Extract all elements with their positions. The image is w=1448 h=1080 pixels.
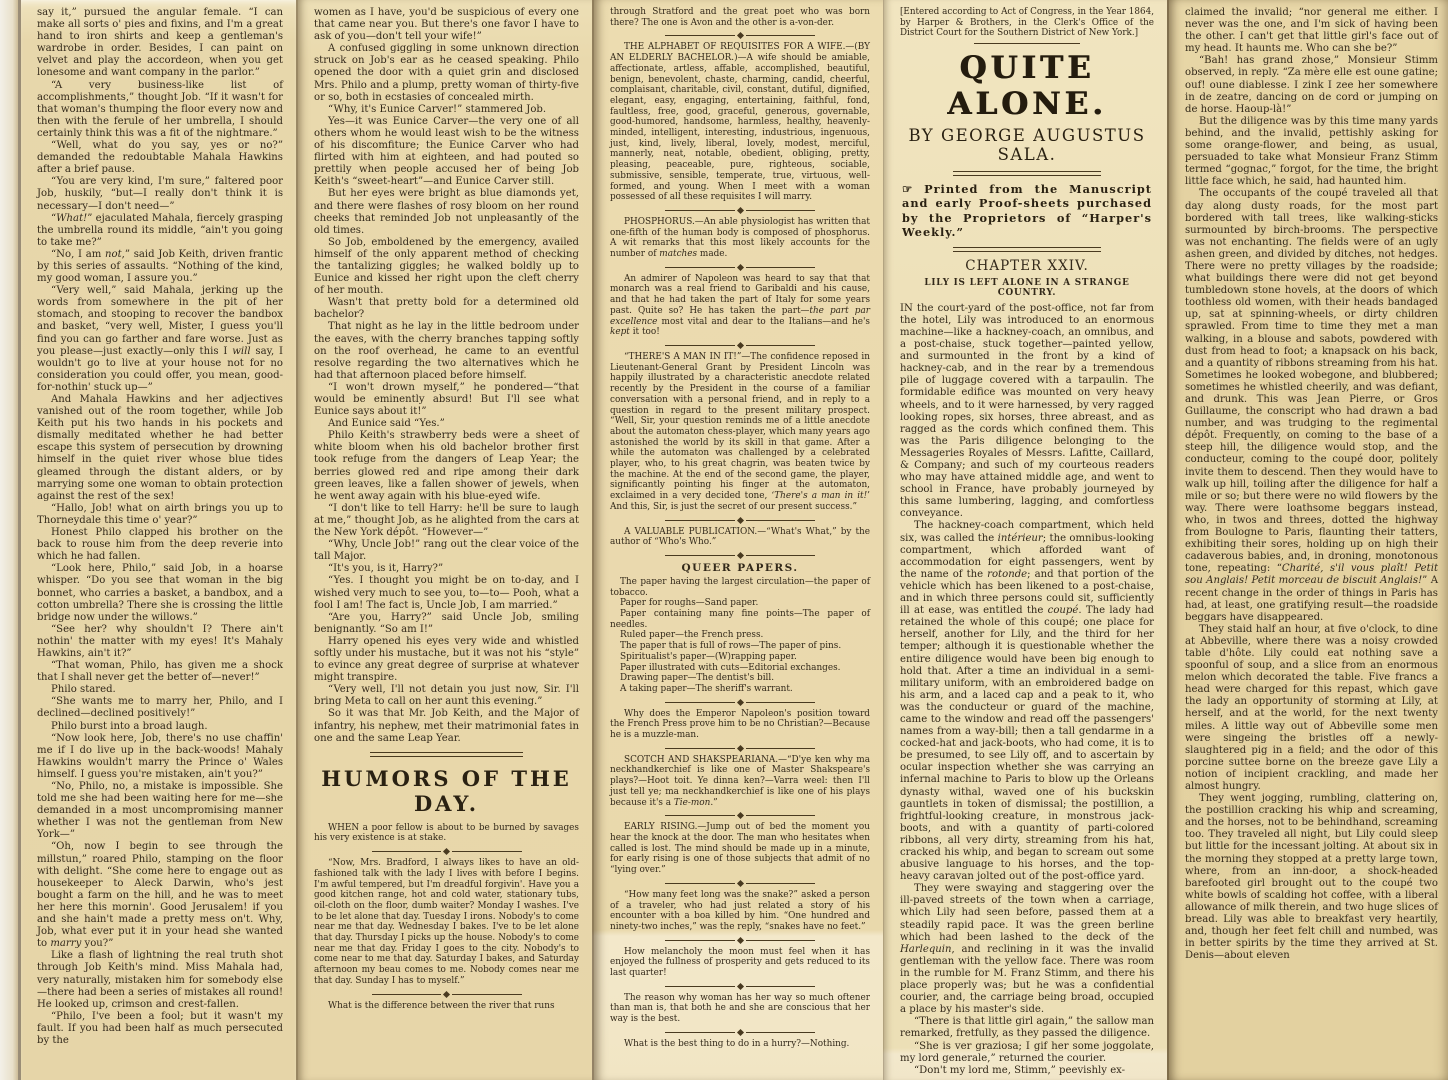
- section-divider: [665, 813, 815, 818]
- copyright-notice: [Entered according to Act of Congress, in the Year 1864, by Harper & Brothers, in the Clerk's Office of the District Court for the Southern District of New York.]: [900, 7, 1154, 39]
- section-divider: [665, 343, 815, 348]
- section-divider: [665, 881, 815, 886]
- double-rule: [953, 171, 1100, 176]
- humor-item: through Stratford and the great poet who was born there? The one is Avon and the other is a-von-der.: [610, 7, 870, 28]
- humor-item: EARLY RISING.—Jump out of bed the moment you hear the knock at the door. The man who hesitates when called is lost. The mind should be made up in a minute, for early rising is one of those subjects that admit of no “lying over.”: [610, 822, 870, 876]
- section-divider: [665, 33, 815, 38]
- humor-item: “THERE'S A MAN IN IT!”—The confidence reposed in Lieutenant-General Grant by President Lincoln was happily illustrated by a characteristic anecdote related recently by the President in the course of a familiar conversation with a personal friend, and in reply to a question in regard to the present military prospect. “Well, Sir, your question reminds me of a little anecdote about the automaton chess-player, which many years ago astonished the world by its skill in that game. After a while the automaton was challenged by a celebrated player, who, to his great chagrin, was beaten twice by the machine. At the end of the second game, the player, significantly pointing his finger at the automaton, exclaimed in a very decided tone, ‘There's a man in it!’ And this, Sir, is just the secret of our present success.”: [610, 351, 870, 512]
- article-title: QUITE ALONE.: [947, 49, 1107, 122]
- story-paragraph: “No, Philo, no, a mistake is impossible. She told me she had been waiting here for me—she demanded in a most uncompromising manner whether I was not the gentleman from New York—”: [37, 781, 283, 841]
- story-paragraph: “What!” ejaculated Mahala, fiercely grasping the umbrella round its middle, “ain't you going to take me?”: [37, 212, 283, 248]
- double-rule: [370, 752, 524, 757]
- story-paragraph: “A very business-like list of accomplishments,” thought Job. “If it wasn't for that woman's thumping the floor every now and then with the ferule of her umbrella, I should certainly think this was a fit of the nightmare.”: [37, 79, 283, 139]
- newspaper-column-2: [296, 0, 592, 1080]
- story-paragraph: “There is that little girl again,” the sallow man remarked, fretfully, as they passed the diligence.: [900, 1016, 1154, 1040]
- story-paragraph: Harry opened his eyes very wide and whistled softly under his mustache, but it was not his “style” to evince any great degree of surprise at whatever might transpire.: [314, 635, 579, 684]
- section-divider: [665, 700, 815, 705]
- section-divider: [665, 984, 815, 989]
- story-paragraph: “No, I am not,” said Job Keith, driven frantic by this series of assaults. “Nothing of the kind, my good woman, I assure you.”: [37, 248, 283, 285]
- diamond-ornament: [736, 699, 743, 706]
- diamond-ornament: [736, 264, 743, 271]
- story-paragraph: “Philo, I've been a fool; but it wasn't my fault. If you had been half as much persecuted by the: [37, 1010, 283, 1046]
- story-paragraph: “You are very kind, I'm sure,” faltered poor Job, huskily, “but—I really don't think it is necessary—I don't need—”: [37, 176, 283, 212]
- story-paragraph: They staid half an hour, at five o'clock, to dine at Abbeville, where there was a noisy crowded table d'hôte. Lily could eat nothing save a spoonful of soup, and a slice from an enormous melon which decorated the table. Five francs a head were charged for this repast, which gave the lady an opportunity of storming at Lily, at herself, and at the world, for the next twenty miles. A little way out of Abbeville some men were singeing the bristles off a newly-slaughtered pig in a field; and the odor of this porcine suttee borne on the breeze gave Lily a notion of incipient crackling, and made her almost hungry.: [1185, 623, 1438, 792]
- humor-item: An admirer of Napoleon was heard to say that that monarch was a real friend to Garibaldi and his cause, and that he had taken the part of Italy for some years past. Quite so? He has taken the part—the part par excellence most vital and dear to the Italians—and he's kept it too!: [610, 273, 870, 338]
- queer-paper-item: A taking paper—The sheriff's warrant.: [620, 683, 793, 694]
- diamond-ornament: [736, 552, 743, 559]
- story-paragraph: Philo burst into a broad laugh.: [51, 720, 208, 732]
- story-paragraph: Honest Philo clapped his brother on the back to rouse him from the deep reverie into which he had fallen.: [37, 527, 283, 563]
- double-rule: [953, 247, 1100, 252]
- humors-of-the-day-heading: HUMORS OF THE DAY.: [321, 765, 572, 816]
- story-paragraph: The occupants of the coupé traveled all that day along dusty roads, for the most part bordered with tall trees, like walking-sticks surmounted by birch-brooms. The perspective was not enchanting. The fields were of an ugly ashen green, and divided by ditches, not hedges. There were no pretty villages by the roadside; what buildings there were did not get beyond tumbledown stone hovels, at the doors of which toothless old women, with their heads bandaged up, sat at spinning-wheels, or dirty children sprawled. From time to time they met a man walking, in a blouse and sabots, powdered with dust from head to foot; a knapsack on his back, and a quantity of ribbons streaming from his hat. Sometimes he looked wobegone, and blubbered; sometimes he whistled cheerily, and was defiant, and drunk. This was Jean Pierre, or Gros Guillaume, the conscript who had drawn a bad number, and was trudging to the regimental dépôt. Frequently, on coming to the base of a steep hill, the diligence would stop, and the conducteur, coming to the coupé door, politely invite them to descend. Then they would have to walk up hill, toiling after the diligence for half a mile or so; but there were no wild flowers by the way. There were loathsome beggars instead, who, in twos and threes, dotted the highway from Boulogne to Paris, flaunting their tatters, exhibiting their sores, holding up on high their cadaverous babies, and, in droning, monotonous tone, repeating: “Charité, s'il vous plaît! Petit sou Anglais! Petit morceau de biscuit Anglais!” A recent change in the order of things in Paris has had, at least, one gratifying result—the roadside beggars have disappeared.: [1185, 188, 1438, 623]
- queer-paper-item: Paper containing many fine points—The paper of needles.: [610, 609, 870, 630]
- diamond-ornament: [736, 516, 743, 523]
- story-paragraph: “It's you, is it, Harry?”: [328, 563, 444, 575]
- story-paragraph: “She is ver graziosa; I gif her some joggolate, my lord generale,” returned the courier.: [900, 1040, 1154, 1064]
- diamond-ornament: [736, 745, 743, 752]
- humor-item: What is the difference between the river that runs: [328, 1000, 555, 1011]
- story-paragraph: “Oh, now I begin to see through the millstun,” roared Philo, stamping on the floor with delight. “She come here to engage out as housekeeper to Aleck Darwin, who's jest bought a farm on the hill, and he was to meet her here this mornin'. Good Jerusalem! if you and she hain't made a pretty mess on't. Why, Job, what ever put it in your head she wanted to marry you?”: [37, 841, 283, 950]
- diamond-ornament: [736, 32, 743, 39]
- story-paragraph: claimed the invalid; “nor general me either. I never was the one, and I'm sick of having been the other. I can't get that little girl's face out of my head. It haunts me. Who can she be?”: [1185, 7, 1438, 55]
- story-paragraph: “Don't my lord me, Stimm,” peevishly ex-: [914, 1064, 1126, 1076]
- queer-paper-item: Spiritualist's paper—(W)rapping paper.: [620, 651, 797, 662]
- newspaper-column-4: [883, 0, 1167, 1080]
- humor-item: “Now, Mrs. Bradford, I always likes to have an old-fashioned talk with the lady I lives with before I begins. I'm awful tempered, but I'm dreadful forgivin'. Have you a good kitchen range, hot and cold water, stationary tubs, oil-cloth on the floor, dumb waiter? Monday I washes. I've to be let alone that day. Tuesday I irons. Nobody's to come near me that day. Wednesday I bakes. I've to be let alone that day. Thursday I picks up the house. Nobody's to come near me that day. Friday I goes to the city. Nobody's to come near to me that day. Saturday I bakes, and Saturday afternoon my beau comes to me. Nobody comes near me that day. Sunday I has to myself.”: [314, 858, 579, 986]
- story-paragraph: A confused giggling in some unknown direction struck on Job's ear as he ceased speaking. Philo opened the door with a quiet grin and disclosed Mrs. Philo and a plump, pretty woman of thirty-five or so, both in ecstasies of concealed mirth.: [314, 43, 579, 103]
- story-paragraph: So Job, emboldened by the emergency, availed himself of the only apparent method of checking the tantalizing giggles; he walked boldly up to Eunice and kissed her right upon the cleft cherry of her mouth.: [314, 236, 579, 297]
- story-paragraph: say it,” pursued the angular female. “I can make all sorts o' pies and fixins, and I'm a great hand to iron shirts and keep a gentleman's wardrobe in order. Besides, I can paint on velvet and play the accordeon, when you get lonesome and want company in the parlor.”: [37, 7, 283, 79]
- diamond-ornament: [736, 937, 743, 944]
- paper-left-edge: [0, 0, 21, 1080]
- story-paragraph: “She wants me to marry her, Philo, and I declined—declined positively!”: [37, 696, 283, 720]
- story-paragraph: “I won't drown myself,” he pondered—“that would be eminently absurd! But I'll see what Eunice says about it!”: [314, 381, 579, 418]
- story-paragraph: And Mahala Hawkins and her adjectives vanished out of the room together, while Job Keith put his two hands in his pockets and dismally meditated whether he had better escape this system of persecution by drowning himself in the quiet river whose blue tides gleamed through the distant alders, or by marrying some one woman to obtain protection against the rest of the sex!: [37, 394, 283, 502]
- section-divider: [372, 992, 522, 997]
- humor-item: How melancholy the moon must feel when it has enjoyed the fullness of prosperity and gets reduced to its last quarter!: [610, 946, 870, 979]
- story-paragraph: “Are you, Harry?” said Uncle Job, smiling benignantly. “So am I!”: [314, 611, 579, 635]
- story-paragraph: So it was that Mr. Job Keith, and the Major of infantry, his nephew, met their matrimonial fates in one and the same Leap Year.: [314, 708, 579, 744]
- humor-item: The reason why woman has her way so much oftener than man is, that both he and she are conscious that her way is the best.: [610, 992, 870, 1025]
- diamond-ornament: [736, 207, 743, 214]
- diamond-ornament: [443, 991, 450, 998]
- story-paragraph: But the diligence was by this time many yards behind, and the invalid, pettishly asking for some orange-flower, and being, as usual, persuaded to take what Monsieur Franz Stimm termed “gognac,” forgot, for the time, the bright little face which, he said, had haunted him.: [1185, 115, 1438, 188]
- diamond-ornament: [736, 1029, 743, 1036]
- story-paragraph: Like a flash of lightning the real truth shot through Job Keith's mind. Miss Mahala had, very naturally, mistaken him for somebody else—there had been a series of mistakes all round! He looked up, crimson and crest-fallen.: [37, 950, 283, 1010]
- queer-paper-item: Drawing paper—The dentist's bill.: [620, 673, 775, 684]
- story-paragraph: Yes—it was Eunice Carver—the very one of all others whom he would least wish to be the witness of his discomfiture; the Eunice Carver who had flirted with him at eighteen, and had pouted so prettily when people accused her of being Job Keith's “sweet-heart”—and Eunice Carver still.: [314, 115, 579, 188]
- humor-item: “How many feet long was the snake?” asked a person of a traveler, who had just related a story of his encounter with a boa killed by him. “One hundred and ninety-two inches,” was the reply, “snakes have no feet.”: [610, 889, 870, 932]
- story-paragraph: “Very well, I'll not detain you just now, Sir. I'll bring Meta to call on her aunt this evening.”: [314, 684, 579, 708]
- story-paragraph: And Eunice said “Yes.”: [328, 418, 445, 430]
- story-paragraph: “Why, Uncle Job!” rang out the clear voice of the tall Major.: [314, 539, 579, 563]
- diamond-ornament: [736, 983, 743, 990]
- story-paragraph: “Yes. I thought you might be on to-day, and I wished very much to see you, to—to— Pooh, what a fool I am! The fact is, Uncle Job, I am married.”: [314, 575, 579, 611]
- single-rule: [974, 43, 1081, 44]
- story-paragraph: “Very well,” said Mahala, jerking up the words from somewhere in the pit of her stomach, and stooping to recover the bandbox and basket, “very well, Mister, I guess you'll find you can go farther and fare worse. Just as you please—just exactly—only this I will say, I wouldn't go to live at your house not for no consideration you could offer, you mean, good-for-nothin' stuck up—”: [37, 285, 284, 393]
- story-paragraph: women as I have, you'd be suspicious of every one that came near you. But there's one favor I have to ask of you—don't tell your wife!”: [314, 7, 579, 43]
- diamond-ornament: [443, 848, 450, 855]
- chapter-subtitle: LILY IS LEFT ALONE IN A STRANGE COUNTRY.: [924, 277, 1130, 298]
- diamond-ornament: [736, 342, 743, 349]
- story-paragraph: IN the court-yard of the post-office, not far from the hotel, Lily was introduced to an enormous machine—like a hackney-coach, an omnibus, and a post-chaise, stuck together—painted yellow, and surmounted in the front by a kind of hackney-cab, and in the rear by a tremendous pile of luggage covered with a tarpaulin. The formidable edifice was mounted on very heavy wheels, and to it were harnessed, by very ragged looking ropes, six horses, three abreast, and as ragged as the cords which confined them. This was the Paris diligence belonging to the Messageries Royales of Messrs. Lafitte, Caillard, & Company; and such of my courteous readers who may have attained middle age, and went to school in France, have probably journeyed by this same lumbering, lagging, and comfortless conveyance.: [900, 302, 1154, 520]
- story-paragraph: They were swaying and staggering over the ill-paved streets of the town when a carriage, which Lily had seen before, passed them at a steadily rapid pace. It was the green berline which had been lashed to the deck of the Harlequin, and reclining in it was the invalid gentleman with the yellow face. There was room in the rumble for M. Franz Stimm, and there his place properly was; but he was a confidential courier, and, the carriage being broad, occupied a place by his master's side.: [900, 883, 1154, 1016]
- section-divider: [665, 746, 815, 751]
- humor-item: PHOSPHORUS.—An able physiologist has written that one-fifth of the human body is composed of phosphorus. A wit remarks that this most likely accounts for the number of matches made.: [610, 216, 870, 260]
- queer-paper-item: Paper for roughs—Sand paper.: [620, 598, 759, 609]
- story-paragraph: They went jogging, rumbling, clattering on, the postillion cracking his whip and screaming, and the horses, not to be behindhand, screaming too. They traveled all night, but Lily could sleep but little for the incessant jolting. At about six in the morning they stopped at a pretty large town, where, from an inn-door, a shock-headed barefooted girl brought out to the coupé two white bowls of scalding hot coffee, with a liberal allowance of milk therein, and two huge slices of bread. Lily was able to breakfast very heartily, and, though her feet felt chill and numbed, was in better spirits by the time they arrived at St. Denis—about eleven: [1185, 793, 1438, 962]
- story-paragraph: “Why, it's Eunice Carver!” stammered Job.: [328, 103, 547, 115]
- story-paragraph: “That woman, Philo, has given me a shock that I shall never get the better of—never!”: [37, 660, 283, 684]
- queer-papers-heading: QUEER PAPERS.: [681, 561, 799, 574]
- diamond-ornament: [736, 880, 743, 887]
- section-divider: [372, 849, 522, 854]
- newspaper-column-5: [1167, 0, 1448, 1080]
- story-paragraph: “Hallo, Job! what on airth brings you up to Thorneydale this time o' year?”: [37, 502, 283, 526]
- section-divider: [665, 265, 815, 270]
- humor-item: A VALUABLE PUBLICATION.—“What's What,” by the author of “Who's Who.”: [610, 526, 870, 548]
- newspaper-column-1: [21, 0, 296, 1080]
- story-paragraph: “Bah! has grand zhose,” Monsieur Stimm observed, in reply. “Za mère elle est oune gatine; ouf! oune diablesse. I zink I zee her somewhere in de zeatre, dancing on de cord or jumping on de horse. Haoup-là!”: [1185, 55, 1438, 115]
- story-paragraph: That night as he lay in the little bedroom under the eaves, with the cherry branches tapping softly on the roof overhead, he came to an eventful resolve regarding the two alternatives which he had that afternoon placed before himself.: [314, 321, 579, 381]
- story-paragraph: “I don't like to tell Harry: he'll be sure to laugh at me,” thought Job, as he alighted from the cars at the New York dépôt. “However—”: [314, 502, 579, 539]
- story-paragraph: “Look here, Philo,” said Job, in a hoarse whisper. “Do you see that woman in the big bonnet, who carries a basket, a bandbox, and a cotton umbrella? There she is crossing the little bridge now under the willows.”: [37, 563, 283, 623]
- story-paragraph: “Now look here, Job, there's no use chaffin' me if I do live up in the back-woods! Mahaly Hawkins wouldn't marry the Prince o' Wales himself. I guess you're mistaken, ain't you?”: [37, 732, 283, 780]
- section-divider: [665, 208, 815, 213]
- section-divider: [665, 518, 815, 523]
- story-paragraph: Philo stared.: [51, 684, 116, 696]
- article-byline: BY GEORGE AUGUSTUS SALA.: [908, 125, 1146, 164]
- chapter-heading: CHAPTER XXIV.: [965, 257, 1089, 274]
- humor-item: WHEN a poor fellow is about to be burned by savages his very existence is at stake.: [314, 822, 579, 844]
- story-paragraph: The hackney-coach compartment, which held six, was called the intérieur; the omnibus-looking compartment, which afforded want of accommodation for eight passengers, went by the name of the rotonde; and that portion of the vehicle which has been likened to a post-chaise, and in which three persons could sit, sufficiently ill at ease, was entitled the coupé. The lady had retained the whole of this coupé; one place for herself, another for Lily, and the third for her temper; although it is questionable whether the entire diligence would have been big enough to hold that. After a time an individual in a semi-military uniform, with an embroidered badge on his arm, and a laced cap and a peak to it, who was the conducteur or guard of the machine, came to the window and read off the passengers' names from a way-bill; then a tall gendarme in a cocked-hat and jack-boots, who had come, it is to be presumed, to see Lily off, and to ascertain by ocular inspection whether she was carrying an infernal machine to Paris to blow up the Orleans dynasty withal, waved one of his buckskin gauntlets in token of dismissal; the postillion, a frightful-looking creature, in monstrous jack-boots, and with a quantity of parti-colored ribbons, all very dirty, streaming from his hat, cracked his whip, and began to scream out some abusive language to his horses, and the top-heavy caravan jolted out of the post-office yard.: [900, 520, 1155, 883]
- section-divider: [665, 1030, 815, 1035]
- queer-paper-item: The paper having the largest circulation—the paper of tobacco.: [610, 576, 870, 598]
- queer-paper-item: Paper illustrated with cuts—Editorial exchanges.: [620, 662, 841, 673]
- queer-paper-item: The paper that is full of rows—The paper of pins.: [620, 641, 842, 652]
- queer-paper-item: Ruled paper—the French press.: [620, 630, 764, 641]
- humor-item: Why does the Emperor Napoleon's position toward the French Press prove him to be no Christian?—Because he is a muzzle-man.: [610, 708, 870, 741]
- humor-item: What is the best thing to do in a hurry?—Nothing.: [624, 1038, 850, 1049]
- humor-item: THE ALPHABET OF REQUISITES FOR A WIFE.—(BY AN ELDERLY BACHELOR.)—A wife should be amiable, affectionate, artless, affable, accomplished, beautiful, benign, benevolent, chaste, charming, candid, cheerful, complaisant, charitable, civil, constant, dutiful, dignified, elegant, easy, engaging, entertaining, faithful, fond, faultless, free, good, graceful, generous, governable, good-humored, handsome, harmless, healthy, heavenly-minded, intelligent, interesting, industrious, ingenuous, just, kind, lively, liberal, lovely, modest, merciful, mannerly, neat, notable, obedient, obliging, pretty, pleasing, peaceable, pure, righteous, sociable, submissive, sensible, temperate, true, virtuous, well-formed, and young. When I meet with a woman possessed of all these requisites I will marry.: [610, 42, 870, 203]
- newspaper-column-3: [592, 0, 883, 1080]
- story-paragraph: Wasn't that pretty bold for a determined old bachelor?: [314, 297, 579, 321]
- diamond-ornament: [736, 812, 743, 819]
- humor-item: SCOTCH AND SHAKSPEARIANA.—“D'ye ken why ma neckhandkerchief is like one of Master Shakspeare's plays?—Hoot toit. Ye dinna ken?—Varra weel: then I'll just tell ye; ma neckhandkerchief is like one of his plays because it's a Tie-mon.”: [610, 754, 870, 808]
- story-paragraph: Philo Keith's strawberry beds were a sheet of white bloom when his old bachelor brother first took refuge from the dangers of Leap Year; the berries glowed red and ripe among their dark green leaves, like a fallen shower of jewels, when he went away again with his blue-eyed wife.: [314, 430, 579, 502]
- story-paragraph: But her eyes were bright as blue diamonds yet, and there were flashes of rosy bloom on her round cheeks that reminded Job not unpleasantly of the old times.: [314, 188, 579, 236]
- story-paragraph: “Well, what do you say, yes or no?” demanded the redoubtable Mahala Hawkins after a brief pause.: [37, 140, 283, 176]
- story-paragraph: “See her? why shouldn't I? There ain't nothin' the matter with my eyes! It's Mahaly Hawkins, ain't it?”: [37, 623, 283, 659]
- publisher-notice: ☞ Printed from the Manuscript and early Proof-sheets purchased by the Proprietors of “Harper's Weekly.”: [902, 181, 1152, 240]
- section-divider: [665, 938, 815, 943]
- section-divider: [665, 553, 815, 558]
